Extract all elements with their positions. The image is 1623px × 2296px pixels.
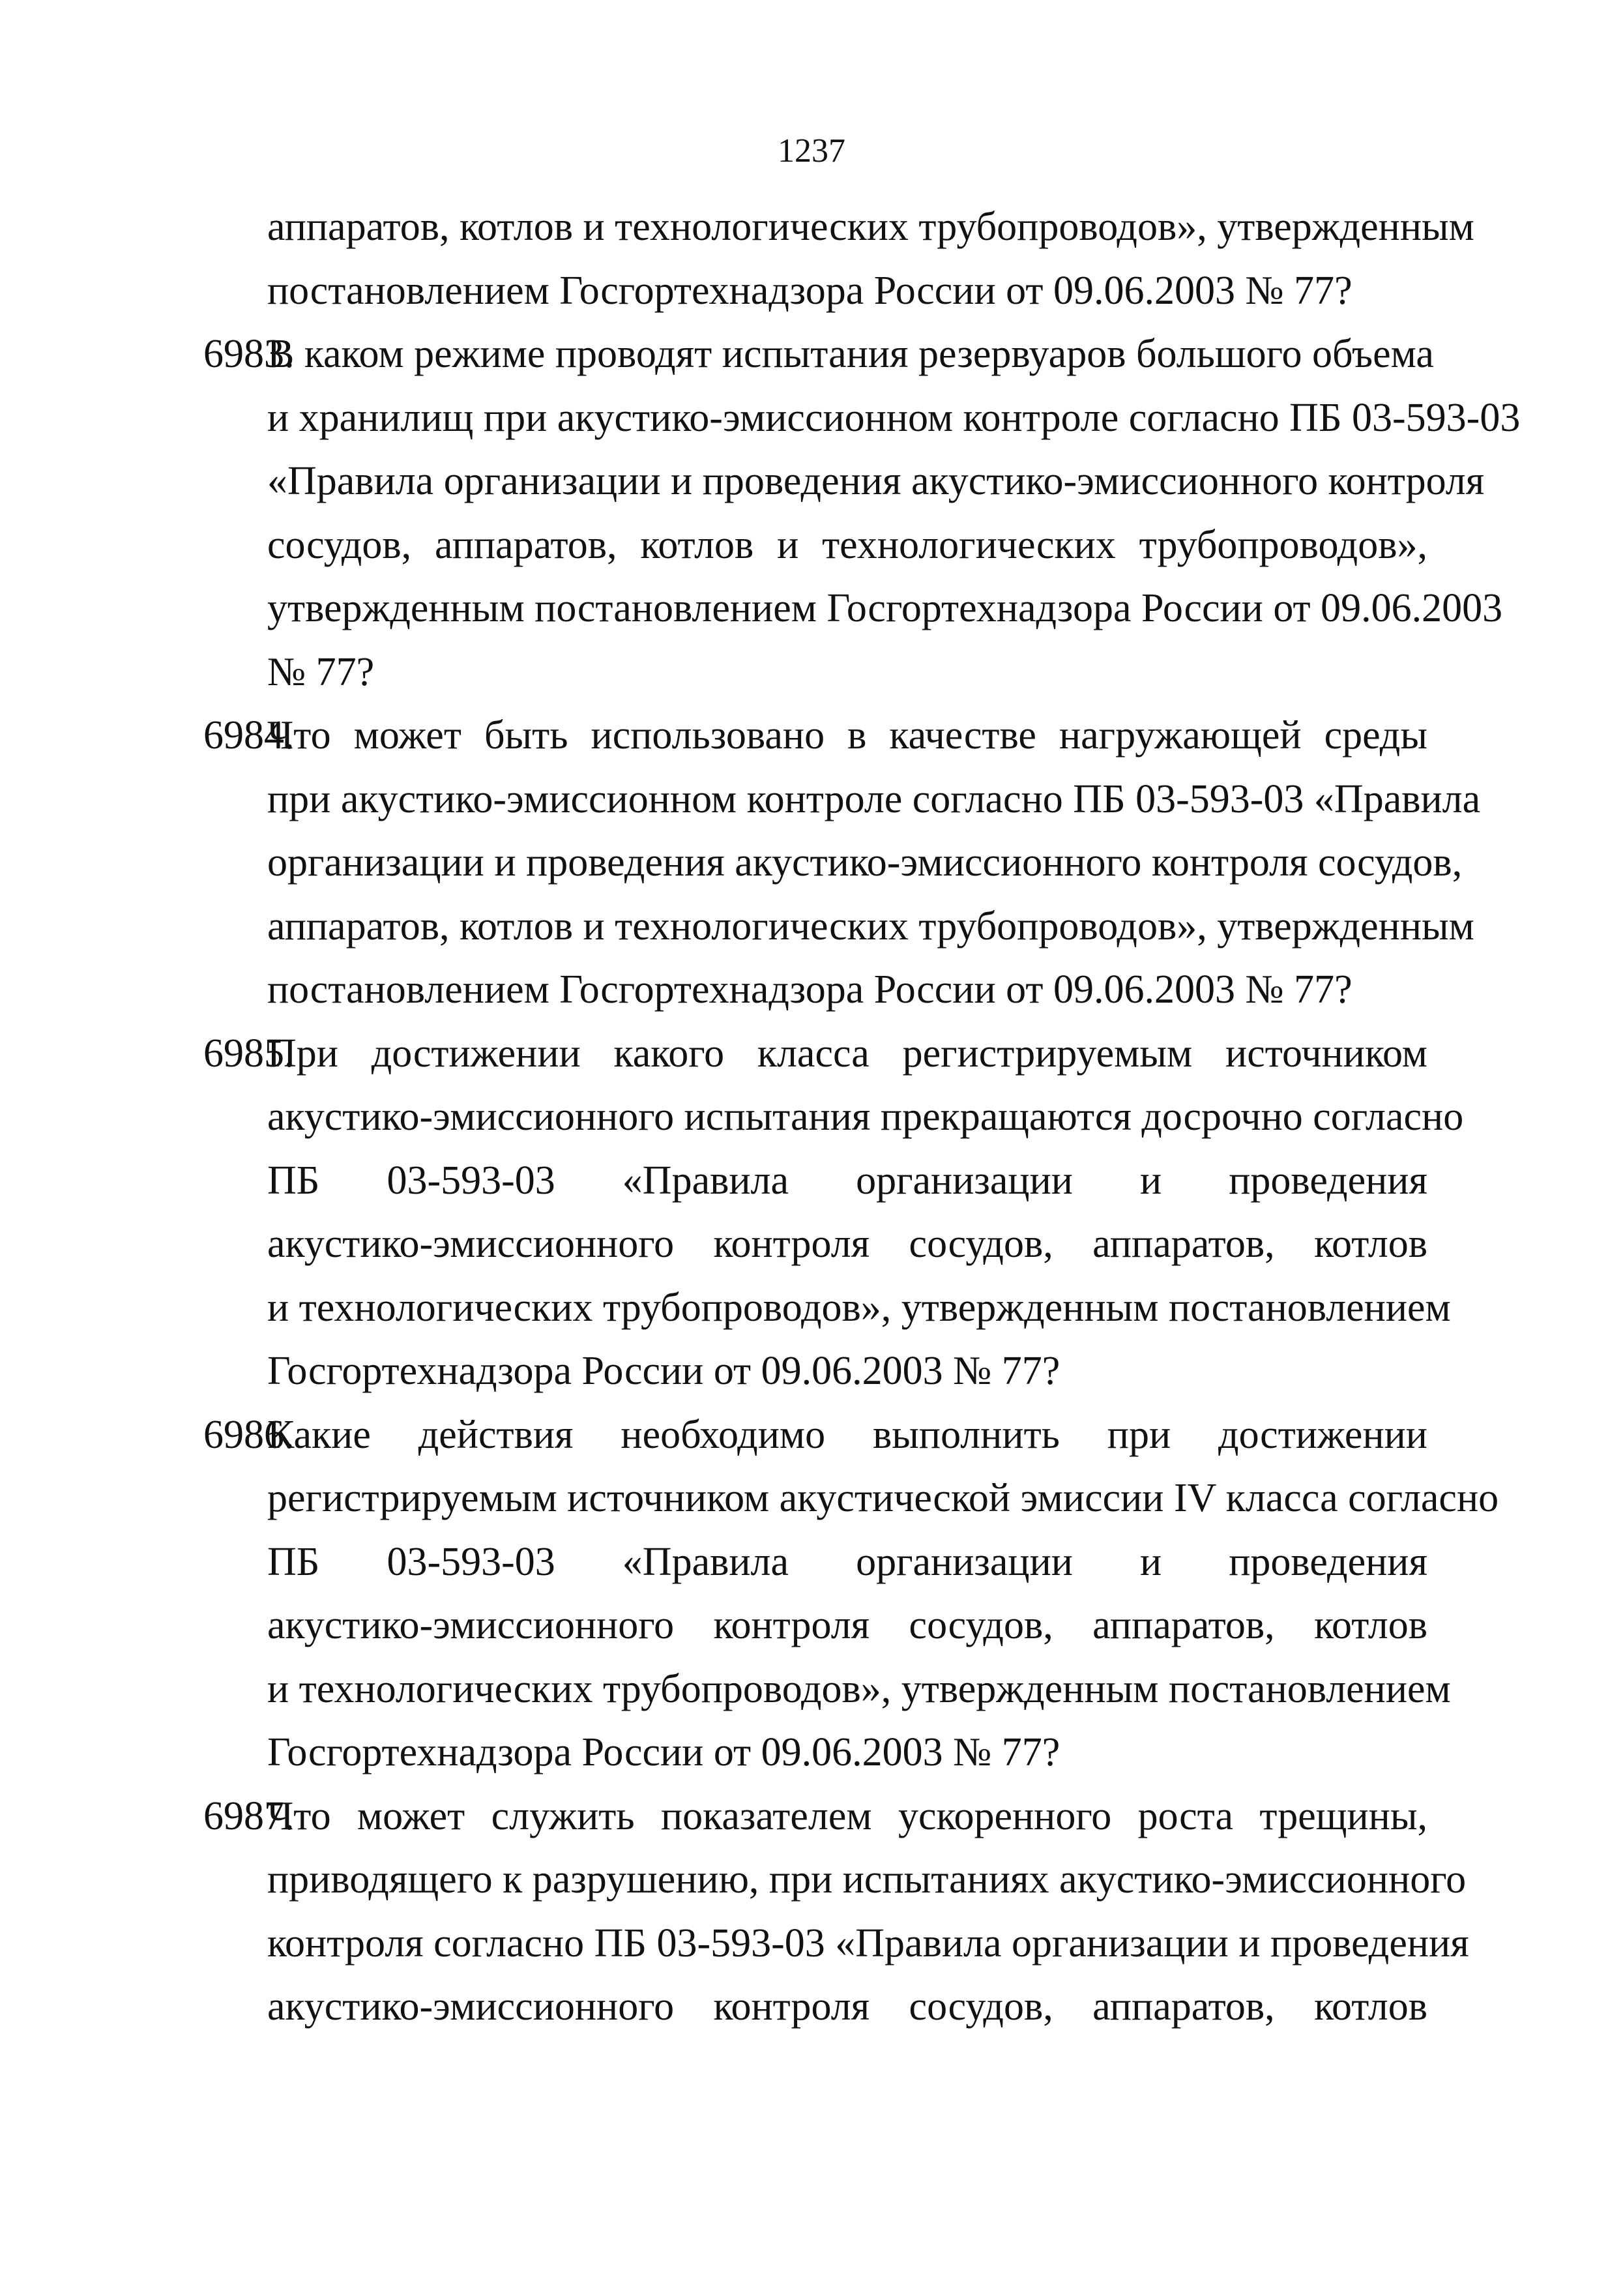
question-number: 6986. — [203, 1412, 295, 1457]
text-line: акустико-эмиссионного контроля сосудов, аппаратов, котлов — [267, 1222, 1427, 1266]
text-line: Что может служить показателем ускоренного роста трещины, — [267, 1793, 1427, 1838]
question-item-6986 — [203, 1404, 1499, 1785]
text-line: акустико-эмиссионного испытания прекращаются досрочно согласно — [267, 1095, 1464, 1139]
text-line: аппаратов, котлов и технологических трубопроводов», утвержденным — [267, 904, 1474, 949]
text-line: В каком режиме проводят испытания резервуаров большого объема — [267, 332, 1434, 376]
text-line: и технологических трубопроводов», утвержденным постановлением — [267, 1285, 1451, 1330]
text-line: и технологических трубопроводов», утвержденным постановлением — [267, 1666, 1451, 1711]
text-line: Что может быть использовано в качестве нагружающей среды — [267, 713, 1427, 758]
text-line: сосудов, аппаратов, котлов и технологических трубопроводов», — [267, 522, 1427, 567]
text-line: утвержденным постановлением Госгортехнадзора России от 09.06.2003 — [267, 586, 1503, 630]
text-line: и хранилищ при акустико-эмиссионном контроле согласно ПБ 03-593-03 — [267, 395, 1521, 440]
question-number: 6987. — [203, 1793, 295, 1838]
text-line: организации и проведения акустико-эмиссионного контроля сосудов, — [267, 840, 1463, 885]
text-line: При достижении какого класса регистрируемым источником — [267, 1031, 1427, 1076]
question-item-6987 — [203, 1785, 1469, 2039]
question-number: 6983. — [203, 332, 295, 376]
question-item-6983 — [203, 323, 1521, 704]
question-item-6985 — [203, 1022, 1464, 1404]
text-line: при акустико-эмиссионном контроле согласно ПБ 03-593-03 «Правила — [267, 776, 1481, 821]
text-line: Госгортехнадзора России от 09.06.2003 № 77? — [267, 1730, 1060, 1774]
question-number: 6984. — [203, 713, 295, 758]
text-line: контроля согласно ПБ 03-593-03 «Правила организации и проведения — [267, 1921, 1469, 1965]
text-line: аппаратов, котлов и технологических трубопроводов», утвержденным — [267, 205, 1474, 249]
continuation-paragraph — [267, 196, 1474, 323]
text-line: ПБ 03-593-03 «Правила организации и проведения — [267, 1539, 1427, 1584]
text-line: постановлением Госгортехнадзора России от 09.06.2003 № 77? — [267, 967, 1352, 1012]
question-number: 6985. — [203, 1031, 295, 1076]
text-line: № 77? — [267, 649, 375, 694]
text-line: Какие действия необходимо выполнить при достижении — [267, 1412, 1427, 1457]
text-line: приводящего к разрушению, при испытаниях акустико-эмиссионного — [267, 1857, 1467, 1902]
text-line: регистрируемым источником акустической эмиссии IV класса согласно — [267, 1476, 1499, 1520]
page-number: 1237 — [778, 132, 845, 169]
text-line: акустико-эмиссионного контроля сосудов, аппаратов, котлов — [267, 1603, 1427, 1647]
document-body — [203, 196, 1521, 2039]
text-line: Госгортехнадзора России от 09.06.2003 № 77? — [267, 1349, 1060, 1393]
text-line: акустико-эмиссионного контроля сосудов, аппаратов, котлов — [267, 1984, 1427, 2029]
text-line: «Правила организации и проведения акустико-эмиссионного контроля — [267, 459, 1485, 503]
text-line: постановлением Госгортехнадзора России от 09.06.2003 № 77? — [267, 268, 1352, 313]
text-line: ПБ 03-593-03 «Правила организации и проведения — [267, 1158, 1427, 1203]
question-item-6984 — [203, 704, 1481, 1022]
